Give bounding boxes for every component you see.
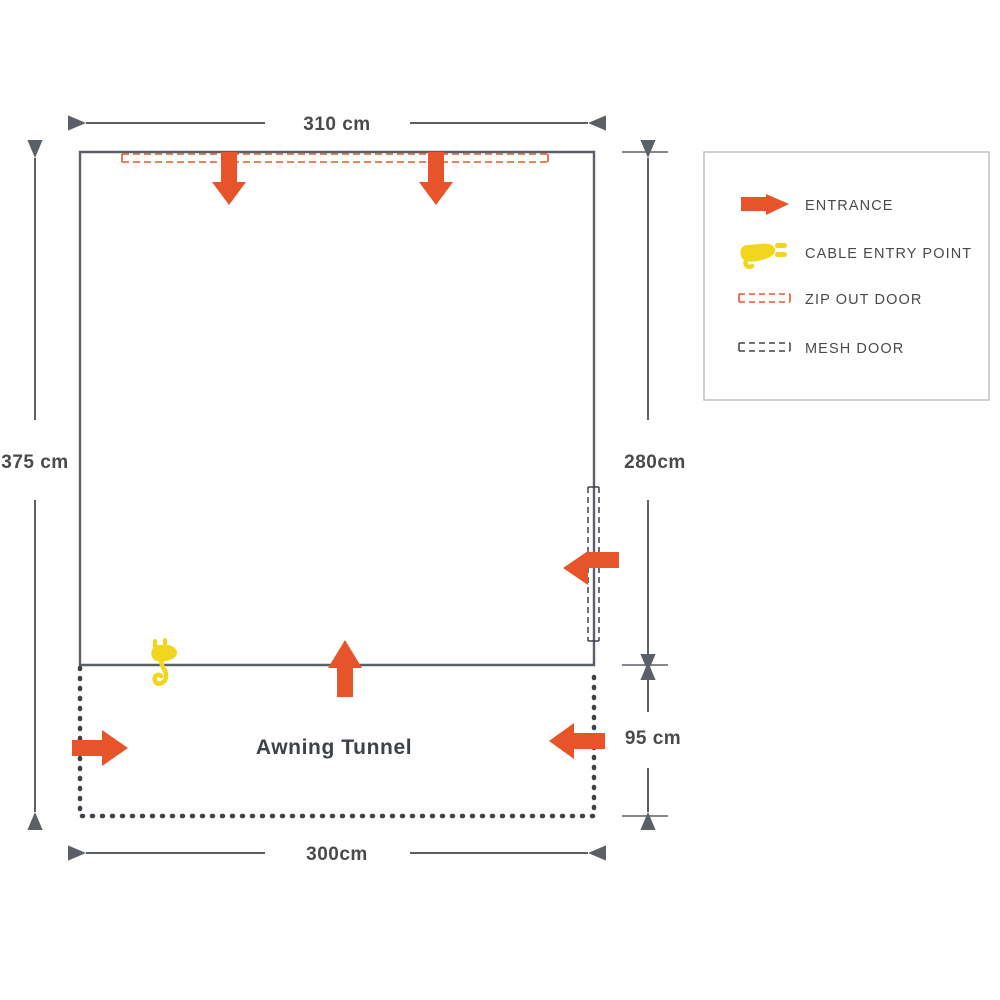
entrance-arrow-tunnel-right — [549, 723, 605, 759]
legend-panel — [704, 152, 989, 400]
tent-outline — [80, 152, 594, 665]
dimension-bottom-width-label: 300cm — [306, 844, 368, 865]
dimension-right-height-label: 280cm — [624, 452, 686, 473]
dimension-left-height-label: 375 cm — [1, 452, 69, 473]
cable-entry-icon — [151, 638, 177, 684]
entrance-arrow-top-right — [419, 152, 453, 205]
entrance-arrow-top-left — [212, 152, 246, 205]
legend-label-cable-entry: CABLE ENTRY POINT — [805, 246, 973, 262]
dimension-right-height — [622, 152, 686, 665]
dimension-tunnel-height — [622, 672, 681, 816]
entrance-arrow-tunnel-up — [328, 640, 362, 697]
dimension-tunnel-height-label: 95 cm — [624, 728, 682, 749]
zip-out-door-line — [122, 154, 548, 162]
awning-tunnel-label: Awning Tunnel — [255, 736, 413, 759]
dimension-left-height — [1, 158, 68, 812]
dimension-bottom-width — [86, 844, 588, 865]
legend-label-entrance: ENTRANCE — [805, 198, 894, 214]
legend-label-zip-out-door: ZIP OUT DOOR — [805, 292, 923, 308]
dimension-top-width — [86, 114, 588, 135]
entrance-arrow-right-side — [563, 551, 619, 585]
dimension-top-width-label: 310 cm — [303, 114, 371, 135]
legend-label-mesh-door: MESH DOOR — [805, 341, 905, 357]
